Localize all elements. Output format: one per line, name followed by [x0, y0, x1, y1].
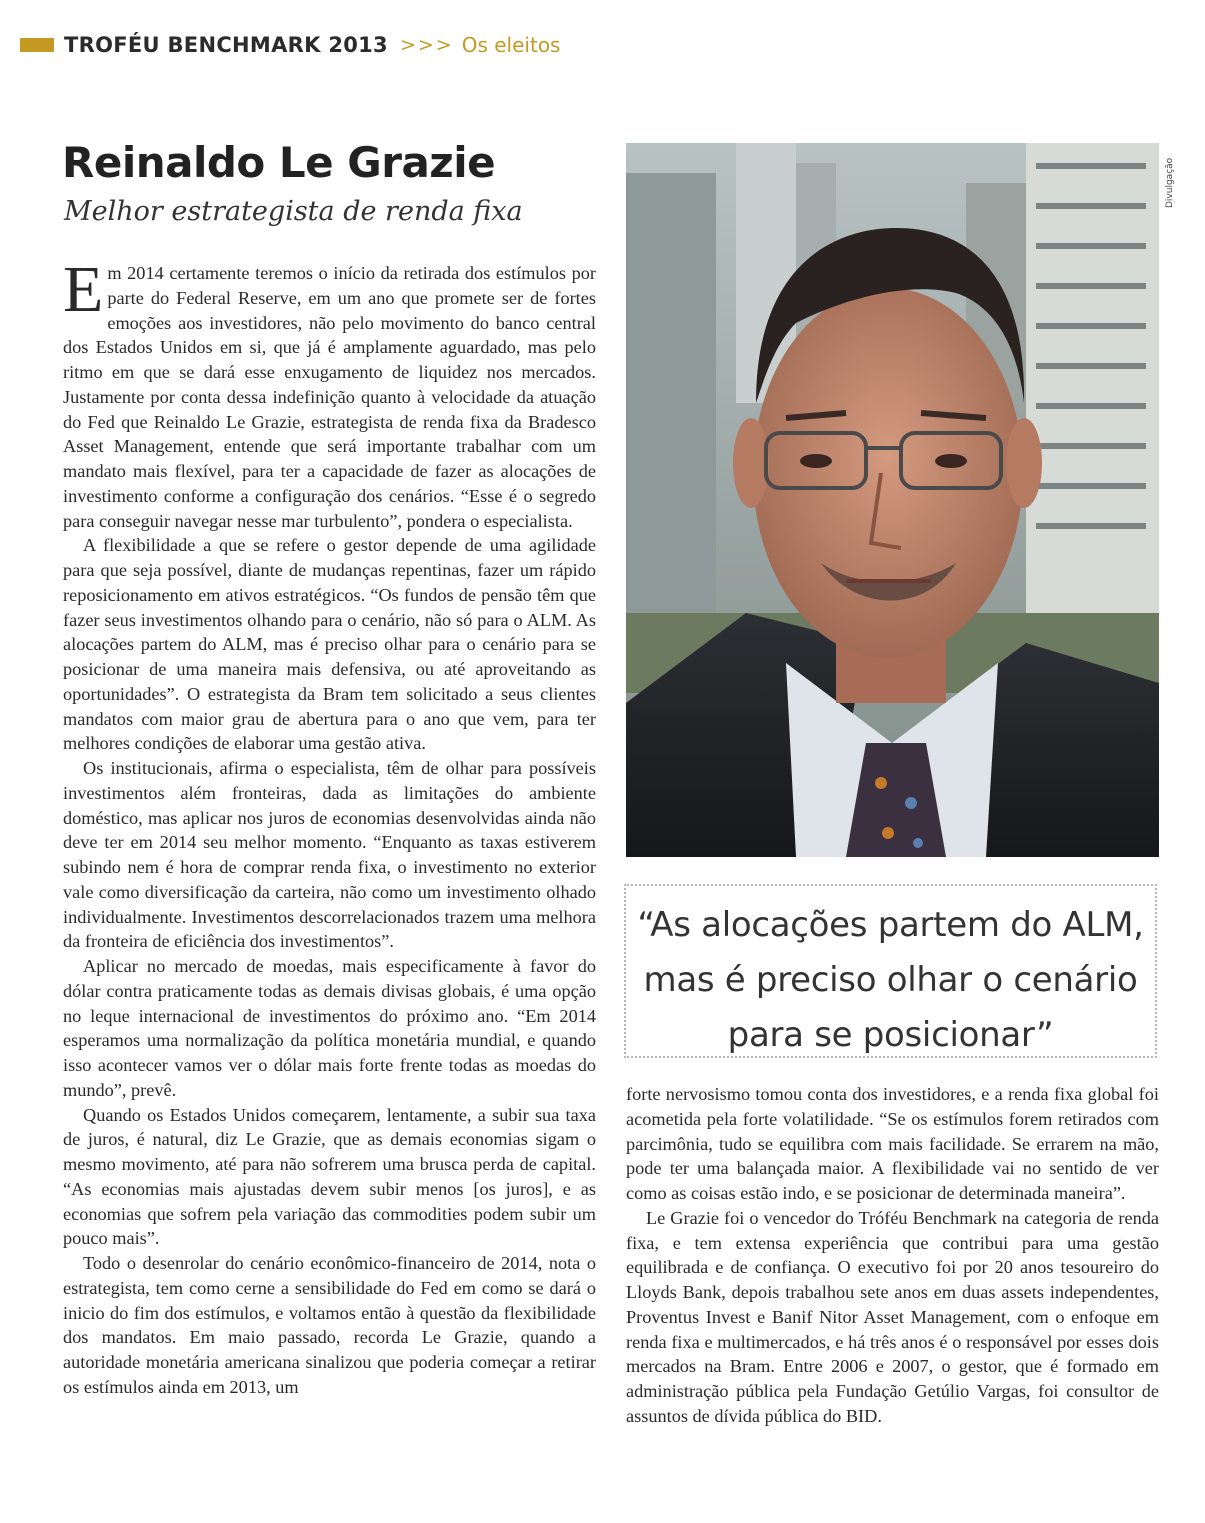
paragraph-4: Aplicar no mercado de moedas, mais especificamente à favor do dólar contra praticamente todas as demais divisas globais, é uma opção no leque internacional de investimentos do próximo ano. “Em 2014 esperamos uma normalização da política monetária mundial, e quando isso acontecer vamos ver o dólar mais forte frente todas as moedas do mundo”, prevê. [63, 956, 596, 1100]
paragraph-6: Todo o desenrolar do cenário econômico-financeiro de 2014, nota o estrategista, tem como cerne a sensibilidade do Fed em como se dará o inicio do fim dos estímulos, e voltamos então à questão da flexibilidade dos mandatos. Em maio passado, recorda Le Grazie, quando a autoridade monetária americana sinalizou que poderia começar a retirar os estímulos ainda em 2013, um [63, 1253, 596, 1397]
paragraph-3: Os institucionais, afirma o especialista, têm de olhar para possíveis investimentos além fronteiras, dada as limitações do ambiente doméstico, mas aplicar nos juros de economias desenvolvidas ainda não deve ter em 2014 seu melhor momento. “Enquanto as taxas estiverem subindo nem é hora de comprar renda fixa, o investimento no exterior vale como diversificação da carteira, não como um investimento olhado individualmente. Investimentos descorrelacionados trazem uma melhora da fronteira de eficiência dos investimentos”. [63, 758, 596, 952]
portrait-illustration [626, 143, 1159, 857]
article-subhead: Melhor estrategista de renda fixa [64, 196, 523, 227]
article-column-left [63, 253, 596, 1400]
header-section: Os eleitos [461, 33, 561, 57]
header-title: TROFÉU BENCHMARK 2013 [64, 33, 388, 57]
paragraph-8: Le Grazie foi o vencedor do Tróféu Benchmark na categoria de renda fixa, e tem extensa experiência que contribui para uma gestão equilibrada e de confiança. O executivo foi por 20 anos tesoureiro do Lloyds Bank, depois trabalhou sete anos em duas assets independentes, Proventus Invest e Banif Nitor Asset Management, com o enfoque em renda fixa e multimercados, e há três anos é o responsável por esses dois mercados na Bram. Entre 2006 e 2007, o gestor, que é formado em administração pública pela Fundação Getúlio Vargas, foi consultor de assuntos de dívida pública do BID. [626, 1207, 1159, 1426]
header-accent-bar [20, 38, 54, 52]
photo-credit [1160, 150, 1176, 210]
header-arrows: >>> [399, 34, 454, 56]
section-header [20, 28, 560, 62]
paragraph-5: Quando os Estados Unidos começarem, lentamente, a subir sua taxa de juros, é natural, diz Le Grazie, que as demais economias sigam o mesmo movimento, até para não sofrerem uma brusca perda de capital. “As economias mais ajustadas devem subir menos [os juros], e as economias que sofrem pela variação das commodities podem subir um pouco mais”. [63, 1104, 596, 1249]
photo-credit-text: Divulgação [1165, 157, 1175, 208]
article-column-right [626, 1082, 1159, 1429]
pull-quote [624, 884, 1157, 1058]
pull-quote-text: “As alocações partem do ALM, mas é preciso olhar o cenário para se posicionar” [637, 905, 1144, 1055]
drop-cap: E [63, 253, 104, 326]
paragraph-2: A flexibilidade a que se refere o gestor depende de uma agilidade para que seja possível, diante de mudanças repentinas, fazer um rápido reposicionamento em ativos estratégicos. “Os fundos de pensão têm que fazer seus investimentos olhando para o cenário, não só para o ALM. As alocações partem do ALM, mas é preciso olhar para o cenário para se posicionar de uma maneira mais defensiva, ou até aproveitando as oportunidades”. O estrategista da Bram tem solicitado a seus clientes mandatos com maior grau de abertura para o ano que vem, para ter melhores condições de elaborar uma gestão ativa. [63, 535, 596, 754]
portrait-photo [626, 143, 1159, 857]
article-headline: Reinaldo Le Grazie [62, 138, 496, 187]
paragraph-1: Em 2014 certamente teremos o início da retirada dos estímulos por parte do Federal Reserve, em um ano que promete ser de fortes emoções aos investidores, não pelo movimento do banco central dos Estados Unidos em si, que já é amplamente aguardado, mas pelo ritmo em que se dará esse enxugamento de liquidez nos mercados. Justamente por conta dessa indefinição quanto à velocidade da atuação do Fed que Reinaldo Le Grazie, estrategista de renda fixa da Bradesco Asset Management, entende que será importante trabalhar com um mandato mais flexível, para ter a capacidade de fazer as alocações de investimento conforme a configuração dos cenários. “Esse é o segredo para conseguir navegar nesse mar turbulento”, pondera o especialista. [63, 253, 596, 531]
paragraph-7: forte nervosismo tomou conta dos investidores, e a renda fixa global foi acometida pela forte volatilidade. “Se os estímulos forem retirados com parcimônia, tudo se equilibra com mais facilidade. Se errarem na mão, pode ter uma balançada maior. A flexibilidade vai no sentido de ver como as coisas estão indo, e se posicionar de determinada maneira”. [626, 1084, 1159, 1203]
